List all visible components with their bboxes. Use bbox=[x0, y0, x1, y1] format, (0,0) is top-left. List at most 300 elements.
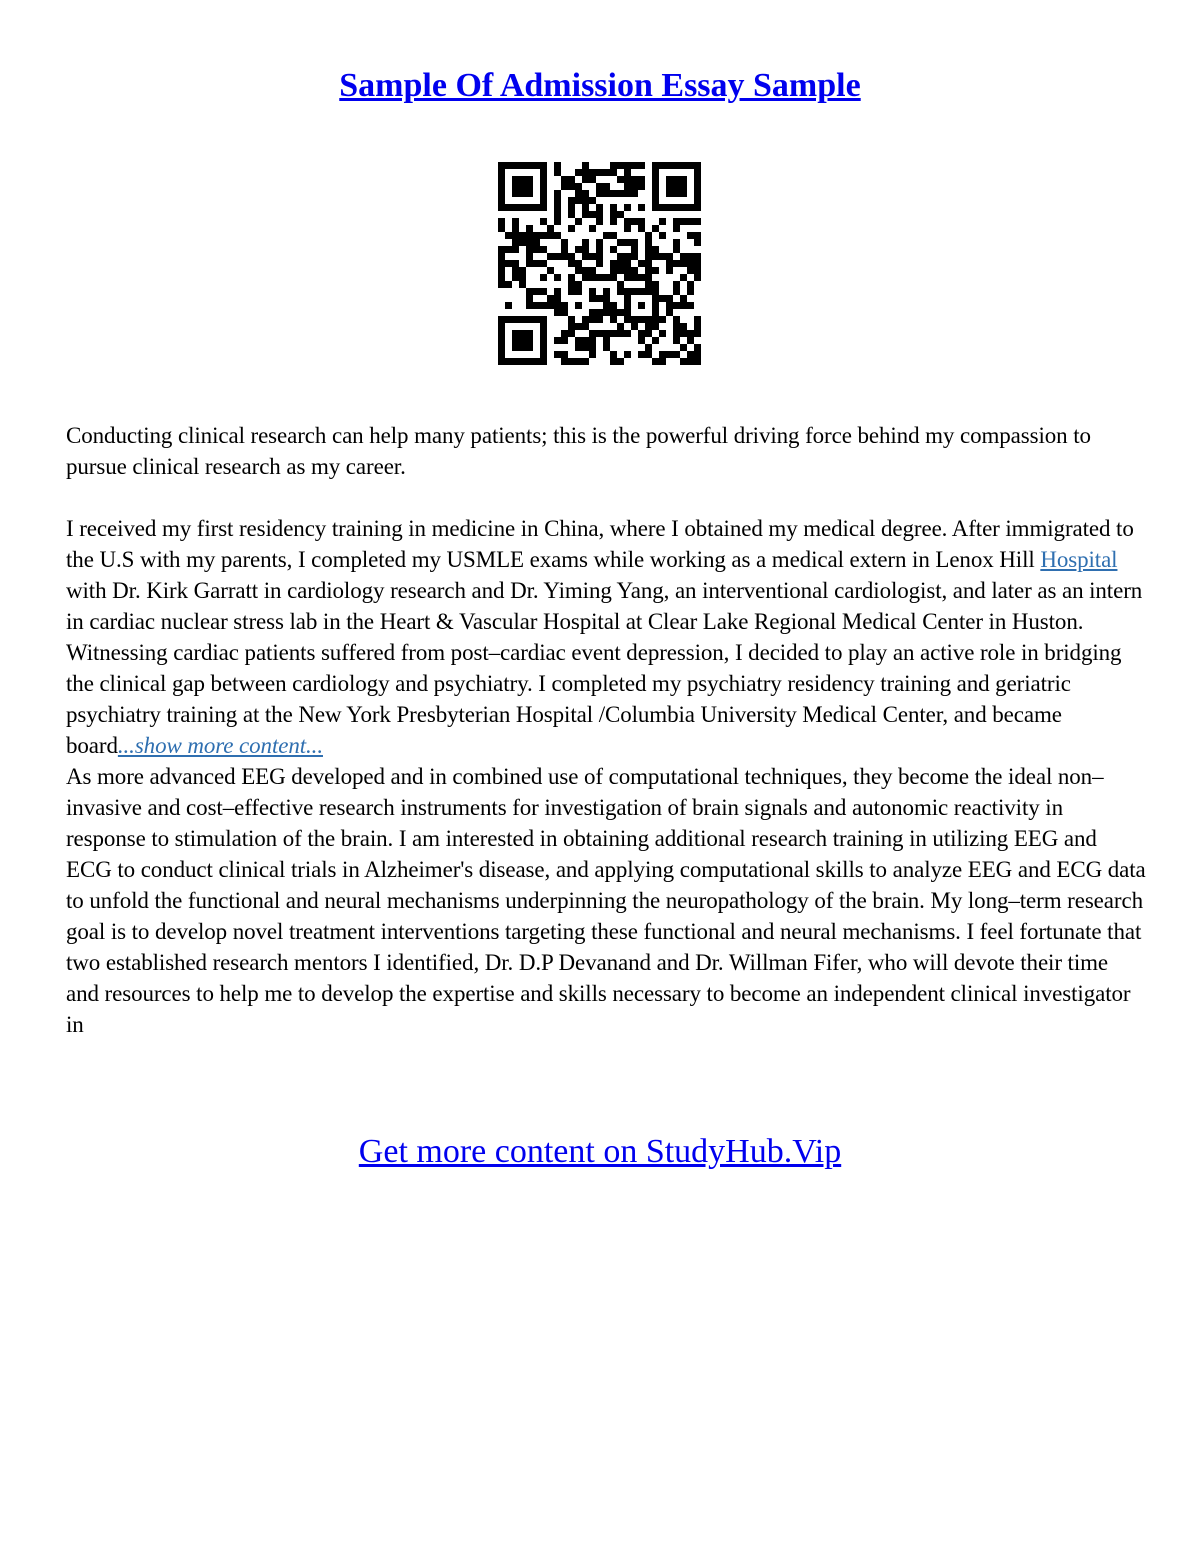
qr-module bbox=[519, 183, 526, 190]
qr-module bbox=[505, 232, 512, 239]
qr-module bbox=[631, 323, 638, 330]
qr-module bbox=[617, 260, 624, 267]
paragraph-training-text-start: I received my first residency training in medicine in China, where I obtained my medical degree. After immigrated to the U.S with my parents, I completed my USMLE exams while working as a medical extern in Lenox Hill bbox=[66, 516, 1134, 572]
qr-module bbox=[498, 358, 505, 365]
qr-module bbox=[568, 274, 575, 281]
qr-module bbox=[624, 239, 631, 246]
qr-module bbox=[575, 260, 582, 267]
qr-module bbox=[575, 246, 582, 253]
qr-module bbox=[589, 330, 596, 337]
qr-module bbox=[540, 260, 547, 267]
qr-module bbox=[645, 351, 652, 358]
qr-module bbox=[645, 288, 652, 295]
qr-module bbox=[666, 162, 673, 169]
qr-module bbox=[505, 281, 512, 288]
qr-module bbox=[512, 162, 519, 169]
qr-module bbox=[596, 295, 603, 302]
qr-module bbox=[589, 197, 596, 204]
qr-module bbox=[582, 162, 589, 169]
qr-module bbox=[505, 260, 512, 267]
qr-module bbox=[666, 302, 673, 309]
show-more-link[interactable]: ...show more content... bbox=[117, 733, 323, 758]
qr-module bbox=[673, 239, 680, 246]
qr-module bbox=[512, 225, 519, 232]
qr-module bbox=[533, 204, 540, 211]
qr-module bbox=[687, 330, 694, 337]
qr-module bbox=[589, 225, 596, 232]
qr-module bbox=[512, 330, 519, 337]
qr-module bbox=[526, 253, 533, 260]
qr-module bbox=[575, 337, 582, 344]
qr-module bbox=[645, 267, 652, 274]
qr-module bbox=[652, 253, 659, 260]
qr-module bbox=[498, 316, 505, 323]
qr-module bbox=[540, 246, 547, 253]
qr-module bbox=[582, 239, 589, 246]
qr-module bbox=[533, 232, 540, 239]
qr-module bbox=[512, 239, 519, 246]
qr-module bbox=[624, 169, 631, 176]
qr-module bbox=[673, 218, 680, 225]
qr-module bbox=[540, 351, 547, 358]
qr-module bbox=[589, 253, 596, 260]
qr-module bbox=[638, 288, 645, 295]
qr-module bbox=[526, 337, 533, 344]
qr-module bbox=[659, 162, 666, 169]
qr-module bbox=[687, 351, 694, 358]
qr-module bbox=[526, 190, 533, 197]
qr-module bbox=[624, 267, 631, 274]
qr-module bbox=[505, 302, 512, 309]
qr-module bbox=[687, 288, 694, 295]
qr-module bbox=[554, 162, 561, 169]
qr-module bbox=[596, 274, 603, 281]
footer bbox=[0, 1132, 1200, 1172]
qr-module bbox=[561, 330, 568, 337]
qr-module bbox=[617, 253, 624, 260]
qr-module bbox=[512, 190, 519, 197]
qr-module bbox=[631, 267, 638, 274]
qr-module bbox=[680, 302, 687, 309]
qr-module bbox=[610, 246, 617, 253]
qr-module bbox=[540, 232, 547, 239]
qr-module bbox=[589, 274, 596, 281]
qr-module bbox=[519, 204, 526, 211]
qr-module bbox=[582, 197, 589, 204]
qr-module bbox=[624, 253, 631, 260]
qr-module bbox=[687, 218, 694, 225]
qr-module bbox=[610, 204, 617, 211]
qr-module bbox=[568, 281, 575, 288]
qr-module bbox=[694, 176, 701, 183]
qr-module bbox=[554, 351, 561, 358]
qr-module bbox=[687, 281, 694, 288]
qr-module bbox=[575, 323, 582, 330]
qr-module bbox=[526, 288, 533, 295]
qr-module bbox=[554, 232, 561, 239]
qr-module bbox=[498, 281, 505, 288]
qr-module bbox=[575, 344, 582, 351]
qr-module bbox=[645, 344, 652, 351]
qr-module bbox=[673, 176, 680, 183]
qr-module bbox=[540, 358, 547, 365]
qr-module bbox=[554, 253, 561, 260]
qr-module bbox=[638, 337, 645, 344]
qr-module bbox=[533, 358, 540, 365]
qr-module bbox=[498, 190, 505, 197]
qr-module bbox=[673, 323, 680, 330]
qr-module bbox=[610, 302, 617, 309]
qr-module bbox=[617, 358, 624, 365]
qr-module bbox=[519, 358, 526, 365]
qr-module bbox=[603, 295, 610, 302]
title-link[interactable]: Sample Of Admission Essay Sample bbox=[339, 67, 861, 104]
qr-module bbox=[673, 302, 680, 309]
qr-module bbox=[582, 169, 589, 176]
qr-module bbox=[526, 183, 533, 190]
qr-module bbox=[694, 316, 701, 323]
qr-module bbox=[645, 323, 652, 330]
qr-module bbox=[694, 274, 701, 281]
qr-module bbox=[652, 190, 659, 197]
qr-module bbox=[687, 260, 694, 267]
qr-module bbox=[694, 190, 701, 197]
paragraph-research: As more advanced EEG developed and in combined use of computational techniques, they become the ideal non–invasive and cost–effective research instruments for investigation of brain signals and autonomic reactivity in response to stimulation of the brain. I am interested in obtaining additional research training in utilizing EEG and ECG to conduct clinical trials in Alzheimer's disease, and applying computational skills to analyze EEG and ECG data to unfold the functional and neural mechanisms underpinning the neuropathology of the brain. My long–term research goal is to develop novel treatment interventions targeting these functional and neural mechanisms. I feel fortunate that two established research mentors I identified, Dr. D.P Devanand and Dr. Willman Fifer, who will devote their time and resources to help me to develop the expertise and skills necessary to become an independent clinical investigator in bbox=[66, 764, 1146, 1037]
qr-module bbox=[540, 183, 547, 190]
qr-module bbox=[652, 204, 659, 211]
qr-module bbox=[631, 274, 638, 281]
qr-module bbox=[554, 197, 561, 204]
qr-module bbox=[645, 239, 652, 246]
qr-module bbox=[575, 169, 582, 176]
qr-module bbox=[638, 302, 645, 309]
qr-module bbox=[610, 169, 617, 176]
qr-module bbox=[533, 288, 540, 295]
qr-module bbox=[519, 274, 526, 281]
qr-module bbox=[617, 176, 624, 183]
qr-module bbox=[561, 358, 568, 365]
qr-module bbox=[519, 239, 526, 246]
qr-module bbox=[673, 281, 680, 288]
qr-module bbox=[680, 323, 687, 330]
qr-module bbox=[624, 330, 631, 337]
hospital-link[interactable]: Hospital bbox=[1040, 547, 1118, 572]
qr-module bbox=[554, 295, 561, 302]
qr-module bbox=[666, 190, 673, 197]
qr-module bbox=[512, 344, 519, 351]
qr-module bbox=[652, 295, 659, 302]
paragraph-training bbox=[66, 513, 1146, 761]
qr-module bbox=[498, 260, 505, 267]
qr-module bbox=[659, 358, 666, 365]
qr-module bbox=[694, 351, 701, 358]
qr-module bbox=[568, 197, 575, 204]
qr-module bbox=[617, 190, 624, 197]
qr-module bbox=[603, 337, 610, 344]
qr-module bbox=[694, 253, 701, 260]
qr-module bbox=[540, 274, 547, 281]
qr-module bbox=[596, 218, 603, 225]
qr-module bbox=[638, 274, 645, 281]
qr-module bbox=[694, 232, 701, 239]
qr-module bbox=[631, 316, 638, 323]
qr-module bbox=[673, 204, 680, 211]
qr-module bbox=[680, 253, 687, 260]
qr-module bbox=[561, 309, 568, 316]
qr-module bbox=[624, 274, 631, 281]
qr-module bbox=[673, 337, 680, 344]
qr-module bbox=[547, 225, 554, 232]
qr-module bbox=[617, 162, 624, 169]
qr-module bbox=[575, 288, 582, 295]
qr-module bbox=[610, 260, 617, 267]
qr-module bbox=[582, 253, 589, 260]
qr-module bbox=[519, 232, 526, 239]
qr-module bbox=[582, 176, 589, 183]
qr-module bbox=[575, 267, 582, 274]
qr-module bbox=[624, 176, 631, 183]
qr-module bbox=[610, 232, 617, 239]
qr-module bbox=[624, 309, 631, 316]
qr-module bbox=[547, 232, 554, 239]
qr-module bbox=[610, 211, 617, 218]
qr-module bbox=[575, 183, 582, 190]
qr-module bbox=[673, 351, 680, 358]
qr-module bbox=[652, 176, 659, 183]
qr-module bbox=[624, 204, 631, 211]
qr-module bbox=[673, 316, 680, 323]
qr-module bbox=[505, 162, 512, 169]
qr-module bbox=[519, 330, 526, 337]
qr-module bbox=[624, 225, 631, 232]
qr-module bbox=[603, 344, 610, 351]
qr-module bbox=[694, 169, 701, 176]
qr-module bbox=[498, 351, 505, 358]
qr-module bbox=[540, 323, 547, 330]
qr-module bbox=[568, 204, 575, 211]
qr-module bbox=[519, 176, 526, 183]
qr-module bbox=[554, 218, 561, 225]
qr-module bbox=[589, 309, 596, 316]
qr-module bbox=[568, 183, 575, 190]
qr-module bbox=[659, 204, 666, 211]
qr-module bbox=[645, 246, 652, 253]
qr-module bbox=[610, 330, 617, 337]
get-more-content-link[interactable]: Get more content on StudyHub.Vip bbox=[358, 1133, 842, 1170]
qr-module bbox=[631, 183, 638, 190]
qr-module bbox=[561, 176, 568, 183]
qr-module bbox=[603, 232, 610, 239]
qr-module bbox=[512, 274, 519, 281]
qr-module bbox=[519, 337, 526, 344]
qr-module bbox=[596, 190, 603, 197]
qr-module bbox=[519, 190, 526, 197]
qr-module bbox=[512, 204, 519, 211]
qr-module bbox=[666, 295, 673, 302]
qr-module bbox=[519, 316, 526, 323]
qr-module bbox=[526, 316, 533, 323]
qr-module bbox=[652, 302, 659, 309]
qr-module bbox=[512, 267, 519, 274]
qr-module bbox=[680, 330, 687, 337]
qr-module bbox=[673, 288, 680, 295]
qr-module bbox=[617, 288, 624, 295]
qr-module bbox=[659, 351, 666, 358]
qr-module bbox=[624, 183, 631, 190]
qr-module bbox=[603, 330, 610, 337]
qr-module bbox=[631, 246, 638, 253]
qr-module bbox=[610, 316, 617, 323]
qr-module bbox=[526, 232, 533, 239]
qr-module bbox=[617, 309, 624, 316]
qr-module bbox=[610, 267, 617, 274]
qr-module bbox=[638, 183, 645, 190]
qr-module bbox=[603, 190, 610, 197]
qr-module bbox=[673, 183, 680, 190]
qr-module bbox=[624, 295, 631, 302]
qr-module bbox=[603, 302, 610, 309]
qr-module bbox=[624, 162, 631, 169]
paragraph-intro: Conducting clinical research can help many patients; this is the powerful driving force behind my compassion to pursue clinical research as my career. bbox=[66, 423, 1091, 479]
qr-module bbox=[540, 316, 547, 323]
qr-module bbox=[582, 344, 589, 351]
qr-module bbox=[624, 260, 631, 267]
qr-module bbox=[596, 204, 603, 211]
qr-module bbox=[498, 162, 505, 169]
qr-module bbox=[547, 295, 554, 302]
qr-module bbox=[645, 316, 652, 323]
qr-module bbox=[498, 323, 505, 330]
qr-module bbox=[533, 260, 540, 267]
qr-module bbox=[652, 309, 659, 316]
qr-module bbox=[575, 358, 582, 365]
qr-module bbox=[526, 176, 533, 183]
qr-module bbox=[505, 204, 512, 211]
qr-module bbox=[505, 358, 512, 365]
qr-module bbox=[645, 260, 652, 267]
qr-module bbox=[687, 267, 694, 274]
qr-module bbox=[568, 260, 575, 267]
qr-module bbox=[666, 309, 673, 316]
qr-module bbox=[610, 358, 617, 365]
qr-module bbox=[554, 309, 561, 316]
qr-module bbox=[589, 316, 596, 323]
qr-module bbox=[568, 225, 575, 232]
qr-module bbox=[631, 253, 638, 260]
qr-module bbox=[512, 218, 519, 225]
qr-module bbox=[568, 211, 575, 218]
qr-module bbox=[652, 267, 659, 274]
qr-module bbox=[526, 246, 533, 253]
qr-module bbox=[498, 344, 505, 351]
qr-module bbox=[617, 267, 624, 274]
qr-module bbox=[610, 351, 617, 358]
qr-module bbox=[589, 288, 596, 295]
qr-module bbox=[561, 337, 568, 344]
qr-module bbox=[568, 176, 575, 183]
qr-module bbox=[638, 316, 645, 323]
qr-module bbox=[561, 253, 568, 260]
qr-module bbox=[680, 344, 687, 351]
qr-module bbox=[610, 218, 617, 225]
qr-module bbox=[540, 190, 547, 197]
qr-module bbox=[652, 225, 659, 232]
qr-module bbox=[673, 260, 680, 267]
qr-module bbox=[512, 176, 519, 183]
qr-module bbox=[582, 316, 589, 323]
qr-module bbox=[673, 330, 680, 337]
qr-module bbox=[610, 309, 617, 316]
qr-module bbox=[652, 358, 659, 365]
qr-module bbox=[568, 316, 575, 323]
qr-module bbox=[666, 260, 673, 267]
qr-module bbox=[498, 330, 505, 337]
qr-module bbox=[673, 190, 680, 197]
qr-module bbox=[547, 267, 554, 274]
qr-module bbox=[652, 169, 659, 176]
qr-module bbox=[498, 176, 505, 183]
qr-module bbox=[547, 302, 554, 309]
qr-module bbox=[589, 337, 596, 344]
qr-module bbox=[631, 288, 638, 295]
qr-module bbox=[540, 176, 547, 183]
qr-module bbox=[603, 288, 610, 295]
qr-module bbox=[589, 351, 596, 358]
qr-module bbox=[645, 232, 652, 239]
qr-module bbox=[526, 162, 533, 169]
qr-module bbox=[666, 183, 673, 190]
qr-module bbox=[596, 211, 603, 218]
qr-module bbox=[540, 337, 547, 344]
qr-module bbox=[582, 211, 589, 218]
qr-module bbox=[575, 197, 582, 204]
qr-module bbox=[652, 337, 659, 344]
qr-module bbox=[568, 253, 575, 260]
qr-module bbox=[526, 225, 533, 232]
document-title bbox=[0, 66, 1200, 106]
qr-module bbox=[631, 239, 638, 246]
qr-module bbox=[533, 162, 540, 169]
qr-module bbox=[631, 218, 638, 225]
qr-module bbox=[617, 211, 624, 218]
qr-module bbox=[526, 302, 533, 309]
qr-module bbox=[498, 183, 505, 190]
qr-module bbox=[533, 239, 540, 246]
qr-module bbox=[561, 351, 568, 358]
qr-module bbox=[519, 162, 526, 169]
qr-module bbox=[568, 330, 575, 337]
qr-module bbox=[568, 323, 575, 330]
qr-module bbox=[519, 281, 526, 288]
qr-module bbox=[596, 169, 603, 176]
qr-module bbox=[596, 260, 603, 267]
qr-module bbox=[694, 260, 701, 267]
qr-module bbox=[526, 204, 533, 211]
qr-module bbox=[540, 344, 547, 351]
paragraph-training-text-end: with Dr. Kirk Garratt in cardiology research and Dr. Yiming Yang, an interventional cardiologist, and later as an intern in cardiac nuclear stress lab in the Heart & Vascular Hospital at Clear Lake Regional Medical Center in Huston. Witnessing cardiac patients suffered from post–cardiac event depression, I decided to play an active role in bridging the clinical gap between cardiology and psychiatry. I completed my psychiatry residency training and geriatric psychiatry training at the New York Presbyterian Hospital /Columbia University Medical Center, and became board bbox=[66, 578, 1143, 758]
qr-module bbox=[526, 358, 533, 365]
qr-module bbox=[652, 316, 659, 323]
qr-module bbox=[575, 218, 582, 225]
qr-module bbox=[533, 246, 540, 253]
qr-module bbox=[533, 316, 540, 323]
qr-module bbox=[596, 330, 603, 337]
qr-module bbox=[666, 253, 673, 260]
qr-module bbox=[610, 190, 617, 197]
qr-module bbox=[575, 190, 582, 197]
qr-module bbox=[582, 337, 589, 344]
qr-module bbox=[519, 267, 526, 274]
